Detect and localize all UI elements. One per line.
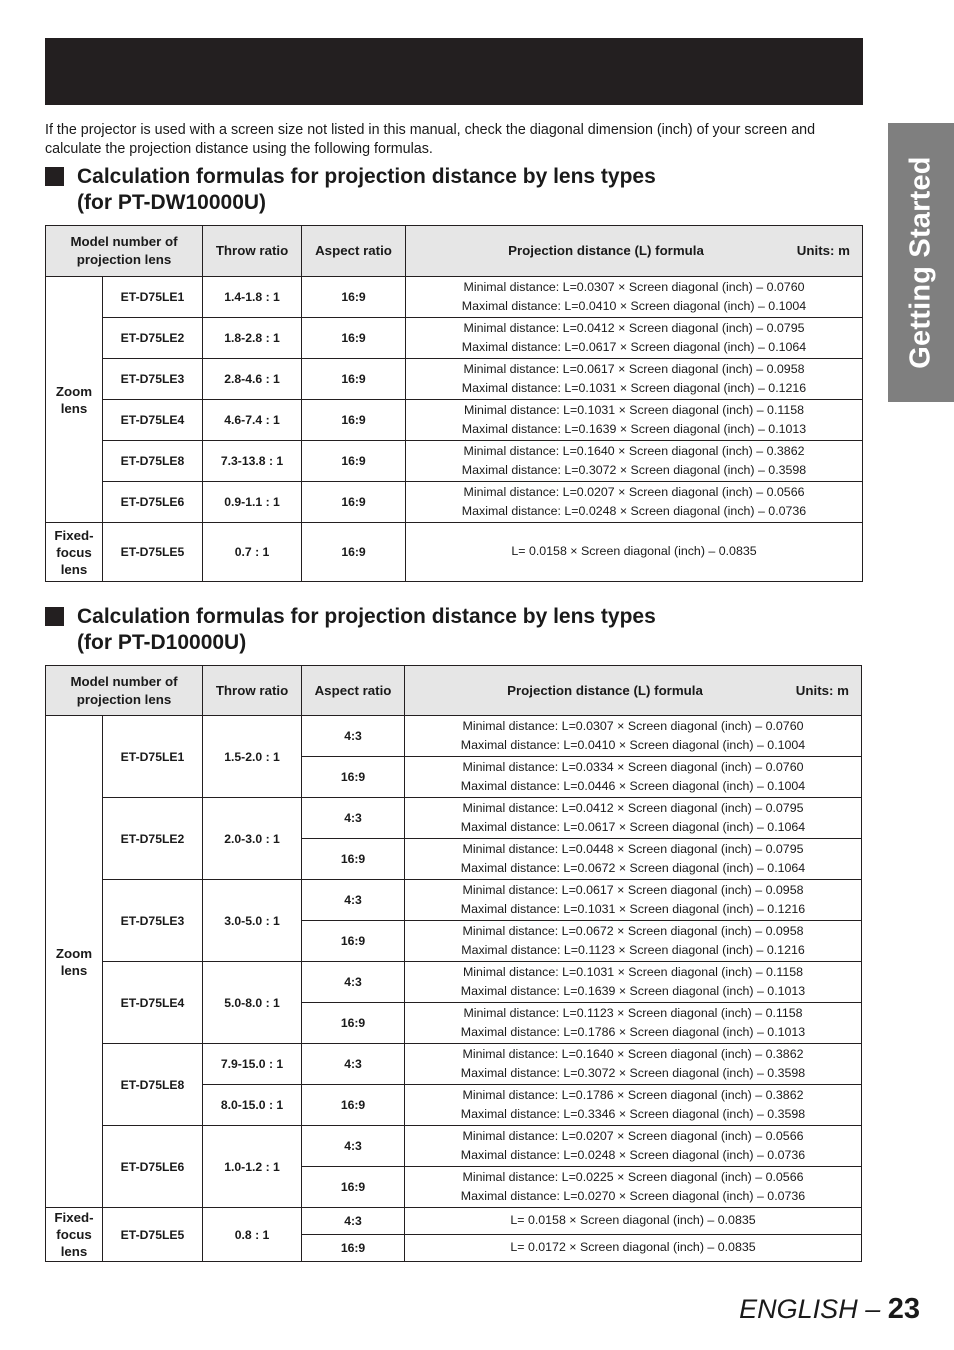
language-label: ENGLISH [739, 1294, 858, 1324]
lens-model: ET-D75LE6 [103, 482, 203, 523]
distance-formula: Minimal distance: L=0.1640 × Screen diagonal (inch) – 0.3862 Maximal distance: L=0.3072 × Screen diagonal (inch) – 0.3598 [405, 1044, 862, 1085]
distance-formula: Minimal distance: L=0.1031 × Screen diagonal (inch) – 0.1158 Maximal distance: L=0.1639 × Screen diagonal (inch) – 0.1013 [405, 962, 862, 1003]
page-separator: – [857, 1294, 888, 1324]
heading-line-1: Calculation formulas for projection distance by lens types [77, 165, 656, 188]
header-formula: Projection distance (L) formula Units: m [405, 666, 862, 716]
header-throw-ratio: Throw ratio [203, 666, 302, 716]
group-zoom-lens: Zoom lens [46, 716, 103, 1208]
table-row [46, 962, 862, 1003]
header-formula: Projection distance (L) formula Units: m [406, 226, 863, 277]
page-number [739, 1291, 920, 1327]
table-header-row [46, 666, 862, 716]
lens-model: ET-D75LE6 [103, 1126, 203, 1208]
header-model: Model number of projection lens [46, 666, 203, 716]
distance-formula: Minimal distance: L=0.0207 × Screen diagonal (inch) – 0.0566 Maximal distance: L=0.0248 × Screen diagonal (inch) – 0.0736 [405, 1126, 862, 1167]
heading-line-1: Calculation formulas for projection distance by lens types [77, 605, 656, 628]
distance-formula: Minimal distance: L=0.0307 × Screen diagonal (inch) – 0.0760 Maximal distance: L=0.0410 × Screen diagonal (inch) – 0.1004 [406, 277, 863, 318]
throw-ratio: 1.5-2.0 : 1 [203, 716, 302, 798]
distance-formula: Minimal distance: L=0.0617 × Screen diagonal (inch) – 0.0958 Maximal distance: L=0.1031 × Screen diagonal (inch) – 0.1216 [406, 359, 863, 400]
header-aspect-ratio: Aspect ratio [302, 666, 405, 716]
lens-model: ET-D75LE4 [103, 400, 203, 441]
table-row [46, 523, 863, 582]
distance-formula: L= 0.0158 × Screen diagonal (inch) – 0.0835 [406, 523, 863, 582]
section-heading-d10000u [45, 604, 656, 656]
aspect-ratio: 16:9 [302, 1167, 405, 1208]
aspect-ratio: 16:9 [302, 482, 406, 523]
aspect-ratio: 16:9 [302, 359, 406, 400]
throw-ratio: 2.8-4.6 : 1 [203, 359, 302, 400]
distance-formula: Minimal distance: L=0.0334 × Screen diagonal (inch) – 0.0760 Maximal distance: L=0.0446 × Screen diagonal (inch) – 0.1004 [405, 757, 862, 798]
distance-formula: Minimal distance: L=0.0617 × Screen diagonal (inch) – 0.0958 Maximal distance: L=0.1031 × Screen diagonal (inch) – 0.1216 [405, 880, 862, 921]
throw-ratio: 5.0-8.0 : 1 [203, 962, 302, 1044]
heading-line-2: (for PT-DW10000U) [77, 191, 267, 214]
throw-ratio: 1.4-1.8 : 1 [203, 277, 302, 318]
aspect-ratio: 16:9 [302, 757, 405, 798]
distance-formula: Minimal distance: L=0.1031 × Screen diagonal (inch) – 0.1158 Maximal distance: L=0.1639 × Screen diagonal (inch) – 0.1013 [406, 400, 863, 441]
lens-model: ET-D75LE3 [103, 880, 203, 962]
lens-model: ET-D75LE2 [103, 318, 203, 359]
units-label: Units: m [796, 243, 850, 258]
group-fixed-focus-lens: Fixed- focus lens [46, 523, 103, 582]
section-tab [888, 123, 954, 402]
table-row [46, 277, 863, 318]
section-tab-label: Getting Started [904, 156, 937, 369]
aspect-ratio: 16:9 [302, 1235, 405, 1262]
header-model: Model number of projection lens [46, 226, 203, 277]
throw-ratio: 1.8-2.8 : 1 [203, 318, 302, 359]
aspect-ratio: 16:9 [302, 523, 406, 582]
table-row [46, 716, 862, 757]
heading-square-icon [45, 607, 64, 626]
aspect-ratio: 4:3 [302, 962, 405, 1003]
distance-formula: Minimal distance: L=0.0412 × Screen diagonal (inch) – 0.0795 Maximal distance: L=0.0617 × Screen diagonal (inch) – 0.1064 [405, 798, 862, 839]
lens-model: ET-D75LE2 [103, 798, 203, 880]
lens-model: ET-D75LE5 [103, 523, 203, 582]
distance-formula: Minimal distance: L=0.0448 × Screen diagonal (inch) – 0.0795 Maximal distance: L=0.0672 × Screen diagonal (inch) – 0.1064 [405, 839, 862, 880]
throw-ratio: 0.7 : 1 [203, 523, 302, 582]
group-zoom-lens: Zoom lens [46, 277, 103, 523]
lens-model: ET-D75LE5 [103, 1208, 203, 1262]
distance-formula: L= 0.0158 × Screen diagonal (inch) – 0.0835 [405, 1208, 862, 1235]
distance-formula: Minimal distance: L=0.0307 × Screen diagonal (inch) – 0.0760 Maximal distance: L=0.0410 × Screen diagonal (inch) – 0.1004 [405, 716, 862, 757]
throw-ratio: 4.6-7.4 : 1 [203, 400, 302, 441]
throw-ratio: 2.0-3.0 : 1 [203, 798, 302, 880]
lens-model: ET-D75LE1 [103, 716, 203, 798]
aspect-ratio: 4:3 [302, 1126, 405, 1167]
lens-model: ET-D75LE4 [103, 962, 203, 1044]
table-row [46, 1208, 862, 1235]
throw-ratio: 8.0-15.0 : 1 [203, 1085, 302, 1126]
section-heading-dw10000u [45, 164, 656, 216]
lens-model: ET-D75LE8 [103, 441, 203, 482]
table-row [46, 318, 863, 359]
heading-line-2: (for PT-D10000U) [77, 631, 247, 654]
table-row [46, 400, 863, 441]
aspect-ratio: 4:3 [302, 1044, 405, 1085]
formula-table-d10000u [45, 665, 862, 1262]
table-header-row [46, 226, 863, 277]
throw-ratio: 0.8 : 1 [203, 1208, 302, 1262]
table-row [46, 798, 862, 839]
heading-square-icon [45, 167, 64, 186]
aspect-ratio: 16:9 [302, 277, 406, 318]
units-label: Units: m [795, 682, 849, 698]
aspect-ratio: 4:3 [302, 880, 405, 921]
table-row [46, 880, 862, 921]
table-row [46, 1126, 862, 1167]
header-bar [45, 38, 863, 105]
throw-ratio: 7.9-15.0 : 1 [203, 1044, 302, 1085]
page-number-value: 23 [887, 1293, 920, 1325]
aspect-ratio: 4:3 [302, 1208, 405, 1235]
table-row [46, 1044, 862, 1085]
distance-formula: Minimal distance: L=0.1786 × Screen diagonal (inch) – 0.3862 Maximal distance: L=0.3346 × Screen diagonal (inch) – 0.3598 [405, 1085, 862, 1126]
aspect-ratio: 16:9 [302, 400, 406, 441]
distance-formula: Minimal distance: L=0.0412 × Screen diagonal (inch) – 0.0795 Maximal distance: L=0.0617 × Screen diagonal (inch) – 0.1064 [406, 318, 863, 359]
aspect-ratio: 16:9 [302, 921, 405, 962]
group-fixed-focus-lens: Fixed- focus lens [46, 1208, 103, 1262]
lens-model: ET-D75LE1 [103, 277, 203, 318]
table-row [46, 441, 863, 482]
throw-ratio: 0.9-1.1 : 1 [203, 482, 302, 523]
table-row [46, 482, 863, 523]
aspect-ratio: 16:9 [302, 318, 406, 359]
distance-formula: Minimal distance: L=0.0207 × Screen diagonal (inch) – 0.0566 Maximal distance: L=0.0248 × Screen diagonal (inch) – 0.0736 [406, 482, 863, 523]
distance-formula: L= 0.0172 × Screen diagonal (inch) – 0.0835 [405, 1235, 862, 1262]
aspect-ratio: 16:9 [302, 839, 405, 880]
throw-ratio: 1.0-1.2 : 1 [203, 1126, 302, 1208]
aspect-ratio: 16:9 [302, 441, 406, 482]
throw-ratio: 3.0-5.0 : 1 [203, 880, 302, 962]
table-row [46, 359, 863, 400]
aspect-ratio: 16:9 [302, 1003, 405, 1044]
aspect-ratio: 4:3 [302, 716, 405, 757]
distance-formula: Minimal distance: L=0.0225 × Screen diagonal (inch) – 0.0566 Maximal distance: L=0.0270 × Screen diagonal (inch) – 0.0736 [405, 1167, 862, 1208]
throw-ratio: 7.3-13.8 : 1 [203, 441, 302, 482]
distance-formula: Minimal distance: L=0.1640 × Screen diagonal (inch) – 0.3862 Maximal distance: L=0.3072 × Screen diagonal (inch) – 0.3598 [406, 441, 863, 482]
distance-formula: Minimal distance: L=0.1123 × Screen diagonal (inch) – 0.1158 Maximal distance: L=0.1786 × Screen diagonal (inch) – 0.1013 [405, 1003, 862, 1044]
header-throw-ratio: Throw ratio [203, 226, 302, 277]
formula-table-dw10000u [45, 225, 863, 582]
lens-model: ET-D75LE8 [103, 1044, 203, 1126]
distance-formula: Minimal distance: L=0.0672 × Screen diagonal (inch) – 0.0958 Maximal distance: L=0.1123 × Screen diagonal (inch) – 0.1216 [405, 921, 862, 962]
aspect-ratio: 16:9 [302, 1085, 405, 1126]
intro-text: If the projector is used with a screen size not listed in this manual, check the diagonal dimension (inch) of your screen and calculate the projection distance using the following formulas. [45, 122, 816, 157]
header-aspect-ratio: Aspect ratio [302, 226, 406, 277]
lens-model: ET-D75LE3 [103, 359, 203, 400]
aspect-ratio: 4:3 [302, 798, 405, 839]
